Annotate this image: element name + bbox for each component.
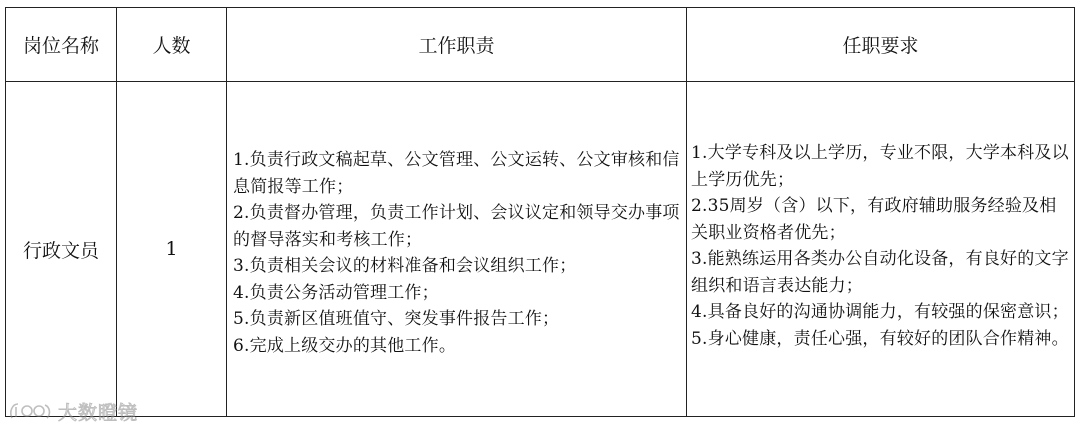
requirements-cell — [687, 82, 1075, 417]
list-item: 5.身心健康，责任心强，有较好的团队合作精神。 — [691, 328, 1069, 349]
header-row — [6, 8, 1075, 82]
header-position: 岗位名称 — [6, 8, 117, 82]
header-requirements: 任职要求 — [687, 8, 1075, 82]
requirements-list — [687, 140, 1074, 352]
watermark-text: 大数瞪镜 — [58, 401, 139, 424]
header-duties: 工作职责 — [227, 8, 687, 82]
list-item: 1.大学专科及以上学历，专业不限，大学本科及以上学历优先； — [691, 143, 1069, 190]
header-count: 人数 — [117, 8, 227, 82]
list-item: 1.负责行政文稿起草、公文管理、公文运转、公文审核和信息简报等工作； — [233, 150, 680, 197]
list-item: 3.负责相关会议的材料准备和会议组织工作； — [233, 256, 577, 276]
job-table — [5, 7, 1075, 417]
duties-list — [227, 147, 686, 359]
list-item: 5.负责新区值班值守、突发事件报告工作； — [233, 309, 560, 329]
list-item: 4.具备良好的沟通协调能力，有较强的保密意识； — [691, 302, 1069, 322]
table-row — [6, 82, 1075, 417]
duties-cell — [227, 82, 687, 417]
position-cell: 行政文员 — [6, 82, 117, 417]
list-item: 4.负责公务活动管理工作； — [233, 282, 439, 303]
list-item: 3.能熟练运用各类办公自动化设备，有良好的文字组织和语言表达能力； — [691, 249, 1069, 296]
list-item: 2.负责督办管理，负责工作计划、会议议定和领导交办事项的督导落实和考核工作； — [233, 203, 680, 250]
count-cell: 1 — [117, 82, 227, 417]
list-item: 6.完成上级交办的其他工作。 — [233, 335, 457, 356]
list-item: 2.35周岁（含）以下，有政府辅助服务经验及相关职业资格者优先； — [691, 196, 1057, 243]
